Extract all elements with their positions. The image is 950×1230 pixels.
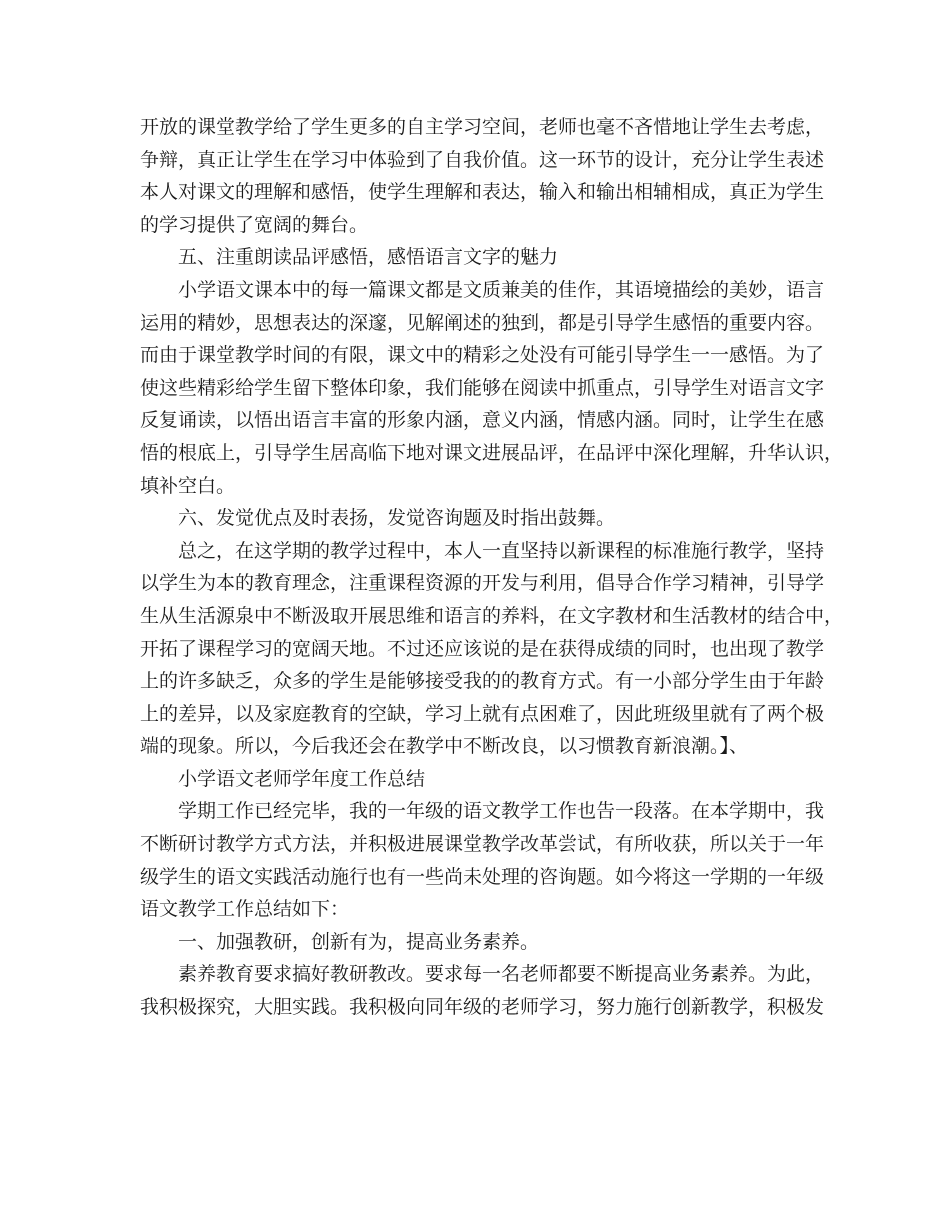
text-line: 运用的精妙，思想表达的深邃，见解阐述的独到，都是引导学生感悟的重要内容。 [140,311,825,334]
text-line: 反复诵读，以悟出语言丰富的形象内涵，意义内涵，情感内涵。同时，让学生在感 [140,409,825,432]
text-line: 不断研讨教学方式方法，并积极进展课堂教学改革尝试，有所收获，所以关于一年 [140,833,825,856]
text-line: 级学生的语文实践活动施行也有一些尚未处理的咨询题。如今将这一学期的一年级 [140,865,825,888]
text-line: 小学语文老师学年度工作总结 [178,767,426,790]
text-line: 一、加强教研，创新有为，提高业务素养。 [178,930,540,953]
text-line: 学期工作已经完毕，我的一年级的语文教学工作也告一段落。在本学期中，我 [178,800,825,823]
text-line: 素养教育要求搞好教研教改。要求每一名老师都要不断提高业务素养。为此， [178,963,825,986]
text-line: 我积极探究，大胆实践。我积极向同年级的老师学习，努力施行创新教学，积极发 [140,996,825,1019]
text-line: 的学习提供了宽阔的舞台。 [140,213,369,236]
text-line: 上的差异，以及家庭教育的空缺，学习上就有点困难了，因此班级里就有了两个极 [140,702,825,725]
text-line: 开放的课堂教学给了学生更多的自主学习空间，老师也毫不吝惜地让学生去考虑， [140,116,825,138]
text-line: 端的现象。所以，今后我还会在教学中不断改良，以习惯教育新浪潮。】、 [140,735,749,758]
text-line: 小学语文课本中的每一篇课文都是文质兼美的佳作，其语境描绘的美妙，语言 [178,278,825,301]
text-line: 五、注重朗读品评感悟，感悟语言文字的魅力 [178,246,559,269]
text-line: 上的许多缺乏，众多的学生是能够接受我的的教育方式。有一小部分学生由于年龄 [140,670,825,693]
text-line: 开拓了课程学习的宽阔天地。不过还应该说的是在获得成绩的同时，也出现了教学 [140,637,825,660]
text-line: 语文教学工作总结如下： [140,898,350,921]
text-line: 悟的根底上，引导学生居高临下地对课文进展品评，在品评中深化理解，升华认识， [140,441,844,464]
text-line: 生从生活源泉中不断汲取开展思维和语言的养料，在文字教材和生活教材的结合中， [140,604,844,627]
text-line: 本人对课文的理解和感悟，使学生理解和表达，输入和输出相辅相成，真正为学生 [140,181,825,204]
text-line: 而由于课堂教学时间的有限，课文中的精彩之处没有可能引导学生一一感悟。为了 [140,344,825,367]
text-line: 以学生为本的教育理念，注重课程资源的开发与利用，倡导合作学习精神，引导学 [140,572,825,595]
text-line: 总之，在这学期的教学过程中，本人一直坚持以新课程的标准施行教学，坚持 [178,539,825,562]
text-line: 争辩，真正让学生在学习中体验到了自我价值。这一环节的设计，充分让学生表述 [140,148,825,171]
document-body [140,111,844,1024]
text-line: 六、发觉优点及时表扬，发觉咨询题及时指出鼓舞。 [178,507,616,530]
text-line: 填补空白。 [140,474,236,497]
text-line: 使这些精彩给学生留下整体印象，我们能够在阅读中抓重点，引导学生对语言文字 [140,376,825,399]
